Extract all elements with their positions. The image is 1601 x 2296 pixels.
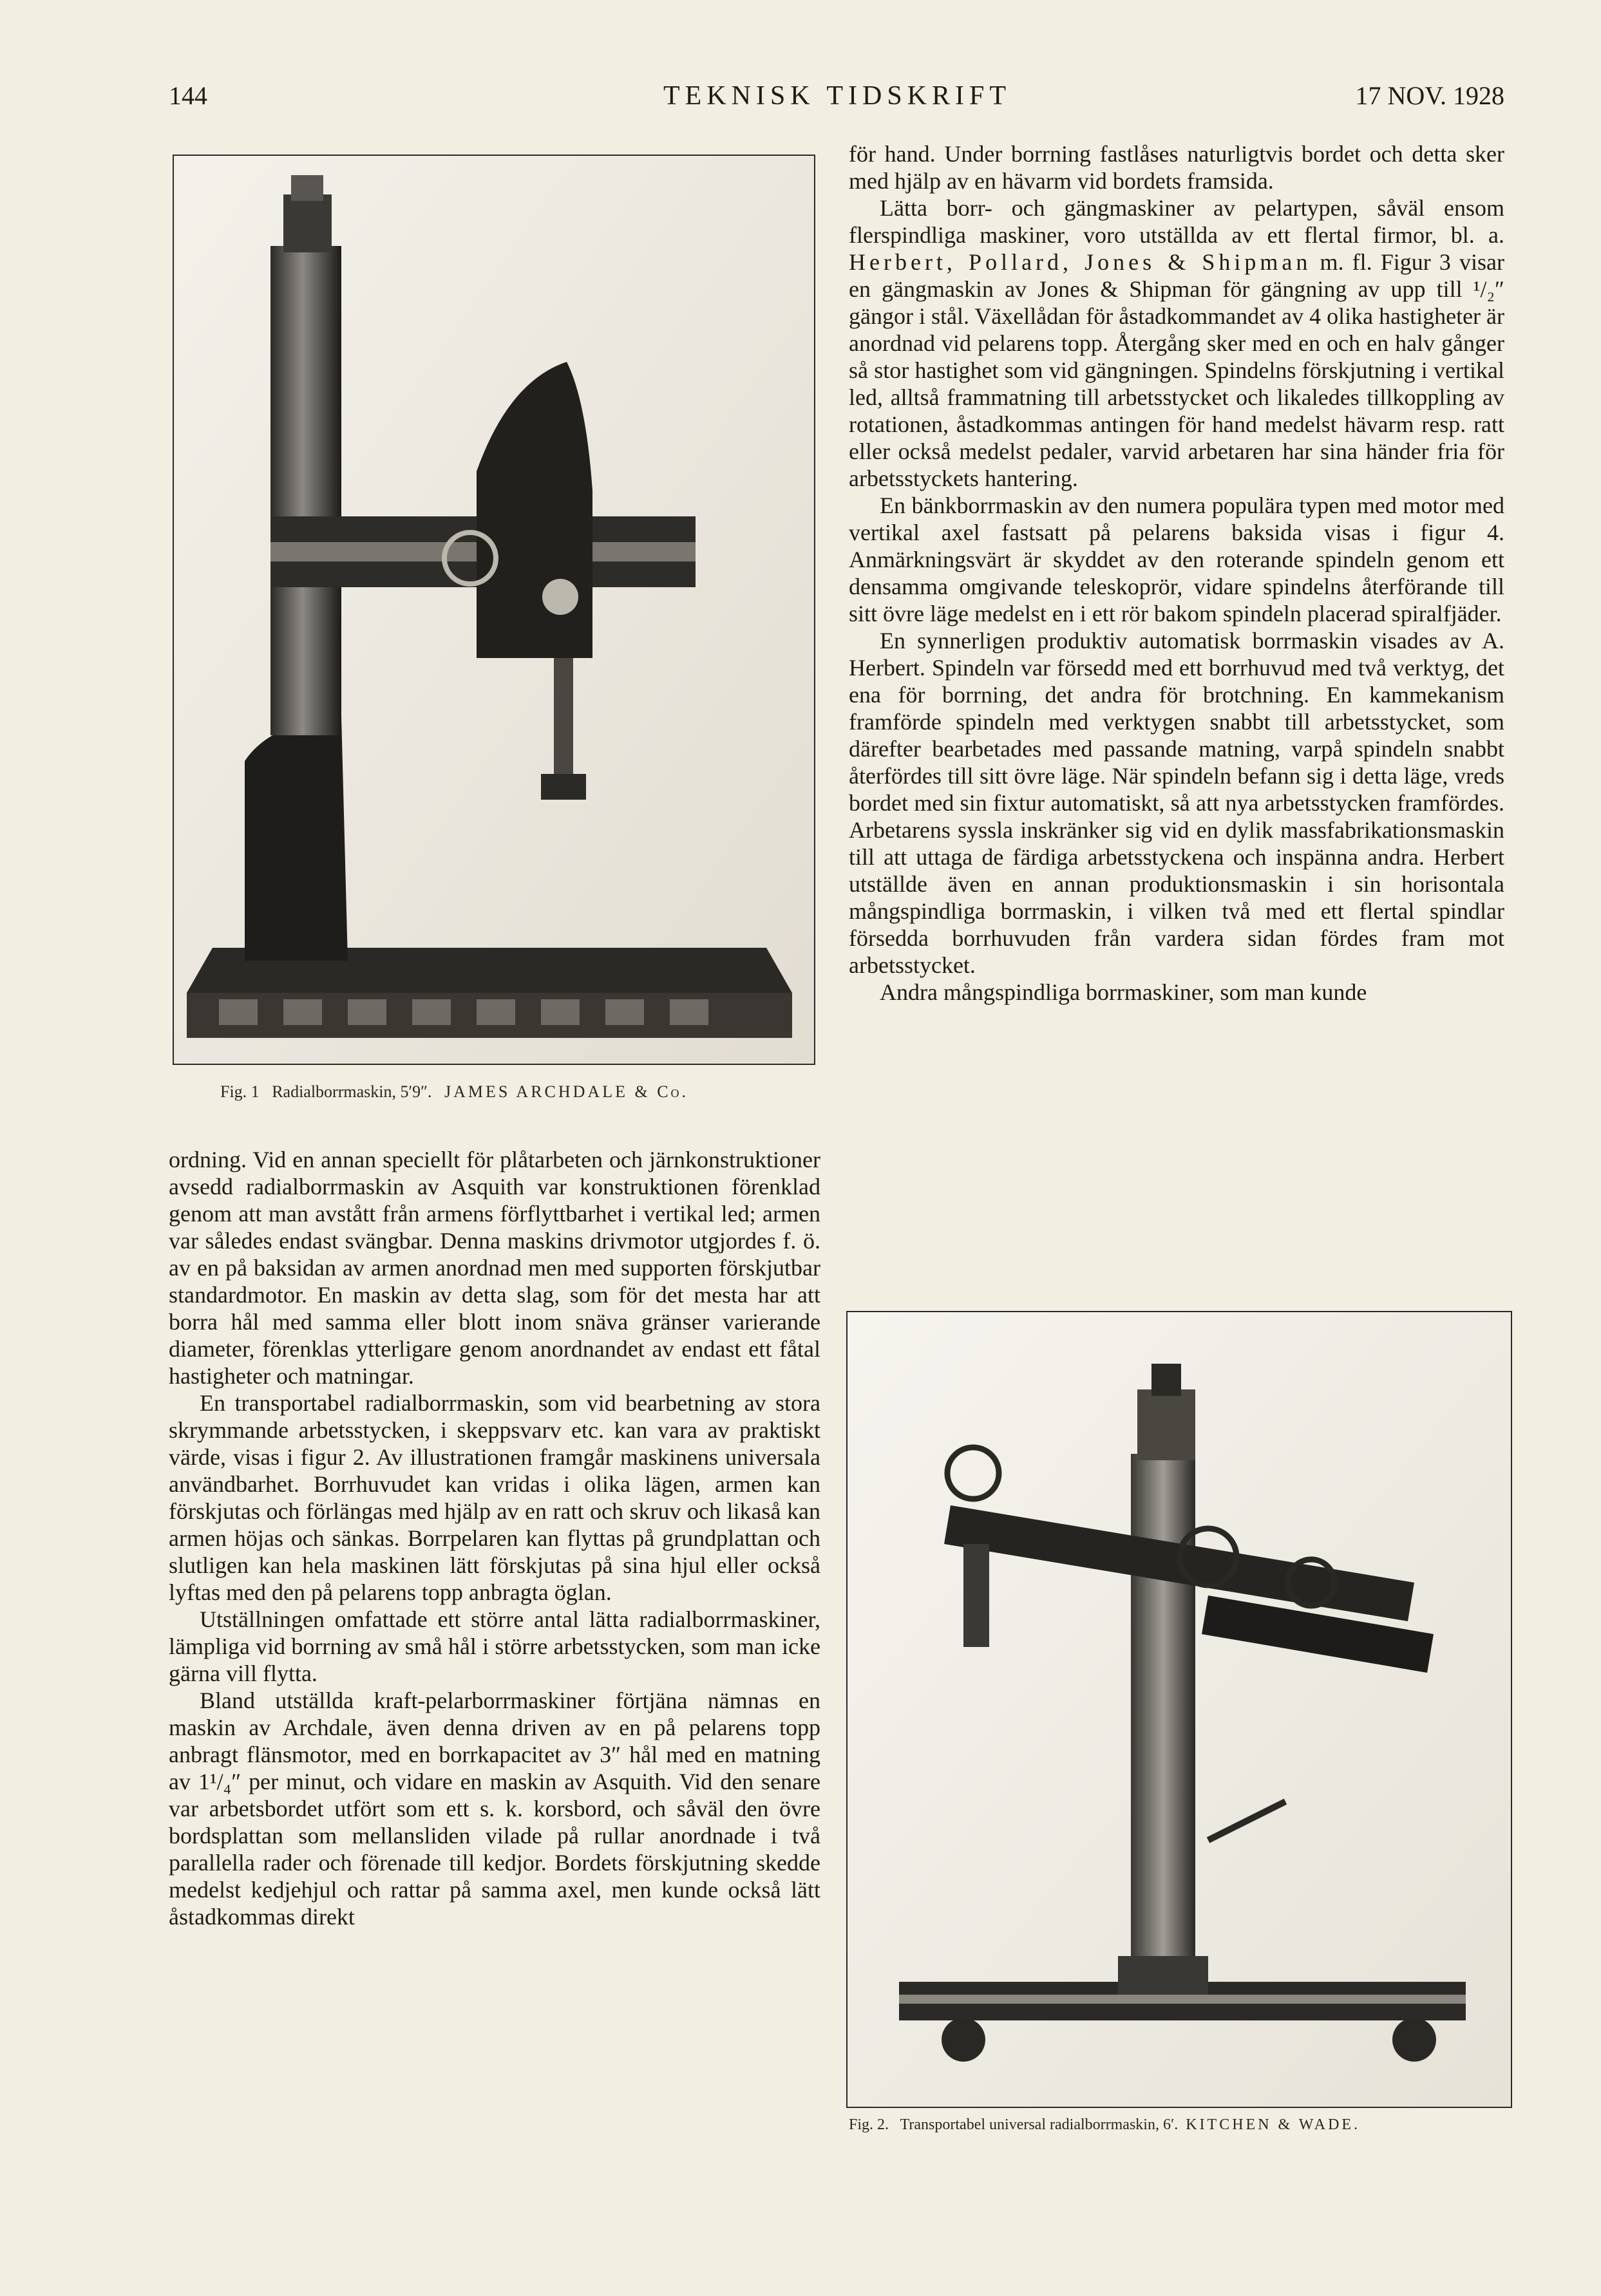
page-number: 144 [169,81,207,110]
issue-date [1355,80,1504,111]
issue-month: NOV. [1387,81,1446,110]
right-paragraph-1: för hand. Under borrning fastlåses naturligtvis bordet och detta sker med hjälp av en hävarm vid bordets framsida. [849,141,1504,194]
figure-1-photo [173,155,815,1065]
right-paragraph-2a: Lätta borr- och gängmaskiner av pelartypen, såväl ensom flerspindliga maskiner, voro utställda av ett flertal firmor, bl. a. [849,195,1504,248]
radial-drill-illustration [174,156,814,1064]
figure-1-maker: JAMES ARCHDALE & Co. [444,1082,689,1101]
figure-2-maker: KITCHEN & WADE. [1186,2116,1361,2133]
figure-2-caption [849,2114,1360,2135]
right-paragraph-5: Andra mångspindliga borrmaskiner, som man kunde [880,979,1367,1005]
figure-1-description: Radialborrmaskin, 5′9″. [272,1082,432,1101]
figure-2-description: Transportabel universal radialborrmaskin, 6′. [900,2116,1179,2133]
right-paragraph-2 [849,194,1504,492]
figure-1-label: Fig. 1 [220,1082,260,1101]
left-paragraph-3: Utställningen omfattade ett större antal lätta radialborrmaskiner, lämpliga vid borrning av små hål i större arbetsstycken, som man icke gärna vill flytta. [169,1606,820,1686]
issue-year: 1928 [1453,81,1504,110]
right-paragraph-3: En bänkborrmaskin av den numera populära typen med motor med vertikal axel fastsatt på pelarens baksida visas i figur 4. Anmärkningsvärt är skyddet av den roterande spindeln genom ett densamma omgivande teleskoprör, vidare spindelns återförande till sitt övre läge medelst en i ett rör bakom spindeln placerad spiralfjäder. [849,493,1504,626]
right-paragraph-4: En synnerligen produktiv automatisk borrmaskin visades av A. Herbert. Spindeln var försedd med ett borrhuvud med två verktyg, det ena för borrning, det andra för brotchning. En kammekanism framförde spindeln med verktygen snabbt till arbetsstycket, som därefter bearbetades med passande matning, varpå spindeln snabbt återfördes till sitt övre läge. När spindeln befann sig i detta läge, vreds bordet med sin fixtur automatiskt, så att nya arbetsstycken framfördes. Arbetarens syssla inskränker sig vid en dylik massfabrikationsmaskin till att uttaga de färdiga arbetsstyckena och inspänna andra. Herbert utställde även en annan produktionsmaskin i sin horisontala mångspindliga borrmaskin, i vilken två med ett flertal spindlar försedda borrhuvuden från vardera sidan fördes fram mot arbetsstycket. [849,628,1504,978]
left-paragraph-1: ordning. Vid en annan speciellt för plåtarbeten och järnkonstruktioner avsedd radialborrmaskin av Asquith var konstruktionen förenklad genom att man avstått från armens förflyttbarhet i vertikal led; armen var således endast svängbar. Denna maskins drivmotor utgjordes f. ö. av en på baksidan av armen anordnad men med supporten förskjutbar standardmotor. En maskin av detta slag, som för det mesta har att borra hål med samma eller blott inom snäva gränser varierande diameter, förenklas ytterligare genom anordnandet av endast ett fåtal hastigheter och matningar. [169,1147,820,1389]
left-paragraph-2: En transportabel radialborrmaskin, som vid bearbetning av stora skrymmande arbetsstycken, i skeppsvarv etc. kan vara av praktiskt värde, visas i figur 2. Av illustrationen framgår maskinens universala användbarhet. Borrhuvudet kan vridas i olika lägen, armen kan förskjutas och förlängas med hjälp av en ratt och skruv och likaså kan armen höjas och sänkas. Borrpelaren kan flyttas på grundplattan och slutligen kan hela maskinen lätt förskjutas på sina hjul eller också lyftas med den på pelarens topp anbragta öglan. [169,1390,820,1605]
left-paragraph-4: Bland utställda kraft-pelarborrmaskiner förtjäna nämnas en maskin av Archdale, även denna driven av en på pelarens topp anbragt flänsmotor, med en borrkapacitet av 3″ hål med en matning av 1¹/₄″ per minut, och vidare en maskin av Asquith. Vid den senare var arbetsbordet utfört som ett s. k. korsbord, och såväl den övre bordsplattan som mellansliden vilade på rullar anordnade i två parallella rader och förenade till kedjor. Bordets förskjutning skedde medelst kedjehjul och rattar på samma axel, men kunde också lätt åstadkommas direkt [169,1688,820,1930]
figure-1-caption [220,1082,688,1102]
figure-2-label: Fig. 2. [849,2116,889,2133]
left-column [169,1146,820,2150]
issue-day: 17 [1355,81,1381,110]
transportable-drill-illustration [848,1312,1511,2107]
figure-2-photo [846,1311,1512,2108]
right-column [849,140,1504,1274]
firm-names: Herbert, Pollard, Jones & Shipman [849,249,1312,275]
right-paragraph-2b: m. fl. Figur 3 visar en gängmaskin av Jones & Shipman för gängning av upp till ¹/₂″ gängor i stål. Växellådan för åstadkommandet av 4 olika hastigheter är anordnad vid pelarens topp. Återgång sker med en och en halv gånger så stor hastighet som vid gängningen. Spindelns förskjutning i vertikal led, alltså frammatning till arbetsstycket och likaledes tillkoppling av rotationen, åstadkommas antingen för hand medelst hävarm resp. ratt eller också medelst pedaler, varvid arbetaren har sina händer fria för arbetsstyckets hantering. [849,249,1505,491]
journal-title: TEKNISK TIDSKRIFT [663,81,1012,111]
